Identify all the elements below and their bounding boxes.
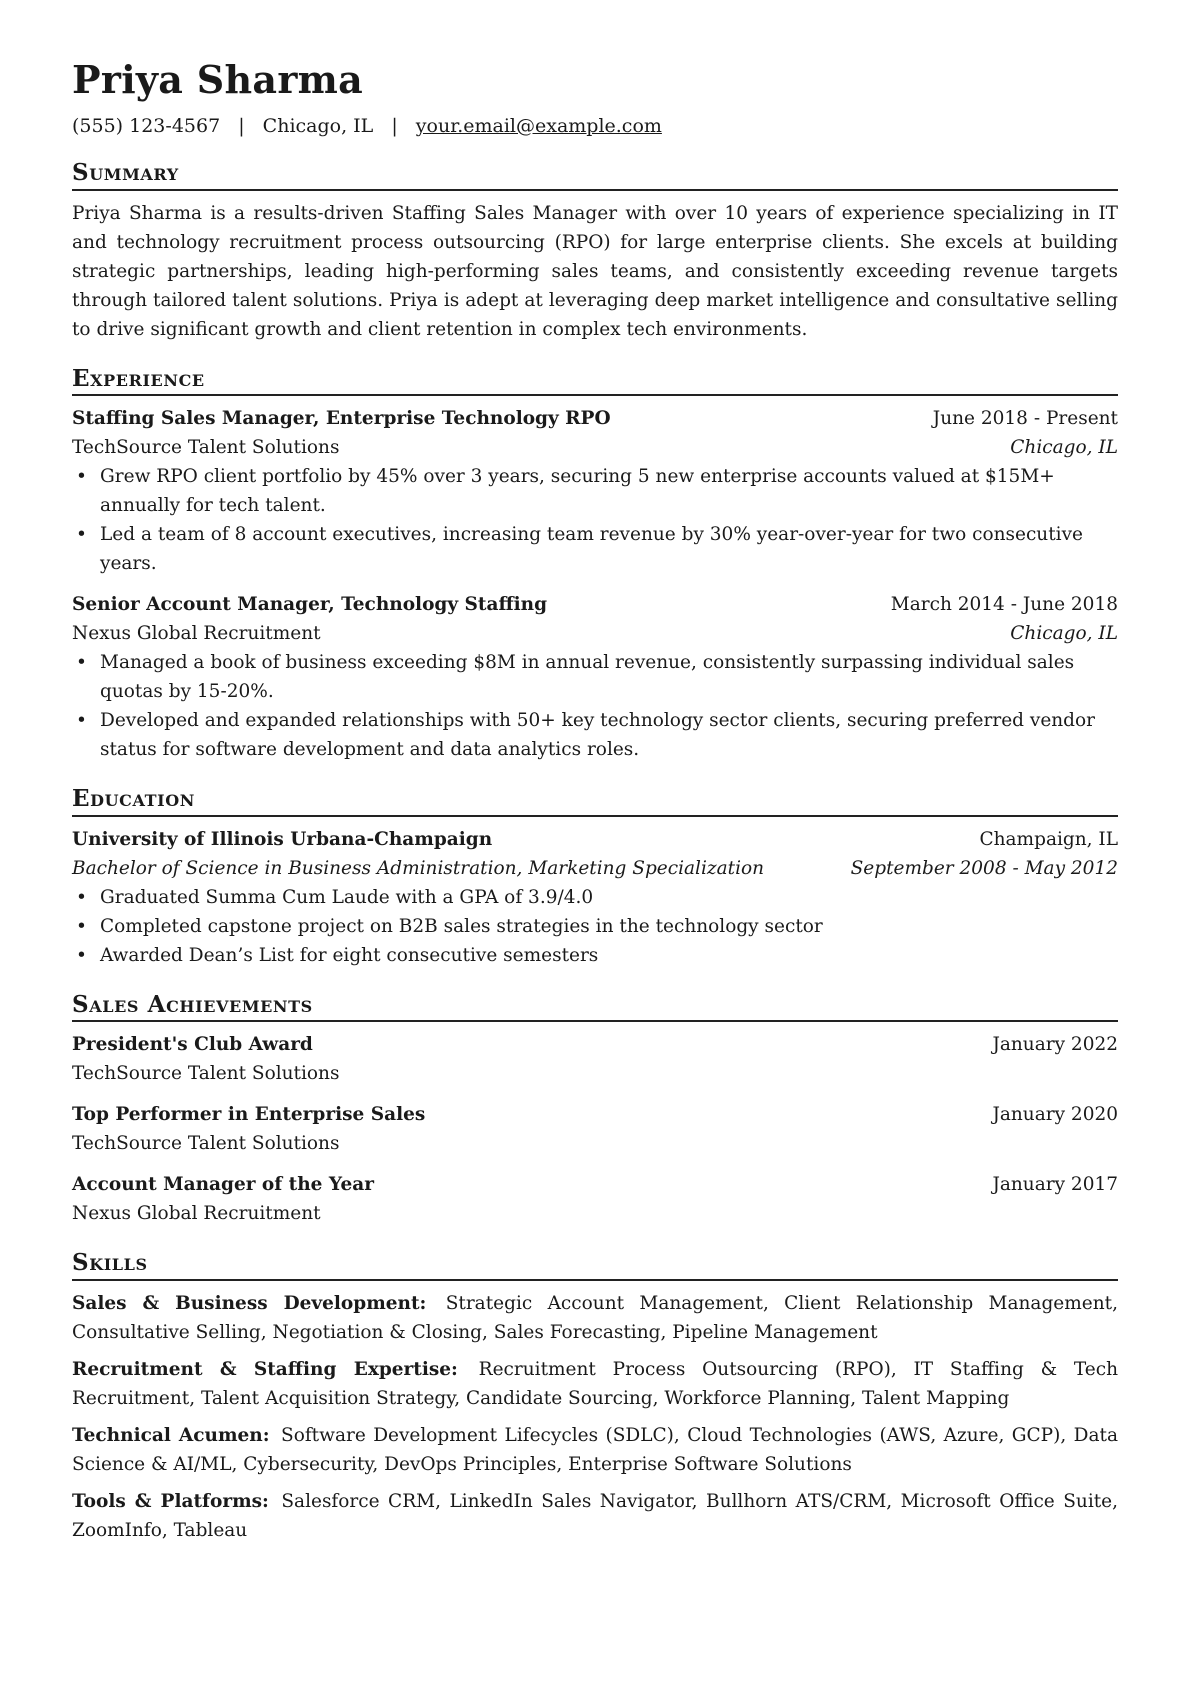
section-title-summary: Summary bbox=[72, 160, 1118, 190]
job-location: Chicago, IL bbox=[1010, 437, 1118, 459]
skill-label: Sales & Business Development: bbox=[72, 1292, 427, 1314]
skill-label: Technical Acumen: bbox=[72, 1424, 270, 1446]
education-bullets bbox=[72, 883, 1118, 970]
job-bullets bbox=[72, 648, 1118, 764]
email-link[interactable]: your.email@example.com bbox=[415, 114, 662, 137]
job-role: Senior Account Manager, Technology Staffing bbox=[72, 594, 548, 616]
skill-text: Software Development Lifecycles (SDLC), Cloud Technologies (AWS, Azure, GCP), Data Science & AI/ML, Cybersecurity, DevOps Principles, Enterprise Software Solutions bbox=[72, 1424, 1118, 1475]
bullet-item: • Awarded Dean’s List for eight consecutive semesters bbox=[100, 941, 1118, 970]
job-dates: June 2018 - Present bbox=[932, 408, 1118, 430]
job-dates: March 2014 - June 2018 bbox=[890, 594, 1118, 616]
contact-line bbox=[72, 114, 1118, 139]
school-location: Champaign, IL bbox=[979, 828, 1118, 850]
skill-text: Strategic Account Management, Client Relationship Management, Consultative Selling, Negotiation & Closing, Sales Forecasting, Pipeline Management bbox=[72, 1292, 1118, 1343]
contact-separator: | bbox=[238, 114, 245, 137]
award-org: TechSource Talent Solutions bbox=[72, 1133, 340, 1155]
award-date: January 2020 bbox=[992, 1104, 1118, 1126]
skill-text: Salesforce CRM, LinkedIn Sales Navigator, Bullhorn ATS/CRM, Microsoft Office Suite, ZoomInfo, Tableau bbox=[72, 1490, 1118, 1541]
skill-label: Tools & Platforms: bbox=[72, 1490, 269, 1512]
contact-separator: | bbox=[391, 114, 398, 137]
skill-group bbox=[72, 1421, 1118, 1479]
bullet-item: • Led a team of 8 account executives, increasing team revenue by 30% year-over-year for two consecutive years. bbox=[100, 520, 1118, 578]
education-entry bbox=[72, 825, 1118, 970]
award-date: January 2017 bbox=[992, 1174, 1118, 1196]
location: Chicago, IL bbox=[262, 114, 374, 137]
award-org: Nexus Global Recruitment bbox=[72, 1203, 321, 1225]
bullet-item: • Grew RPO client portfolio by 45% over 3 years, securing 5 new enterprise accounts valued at $15M+ annually for tech talent. bbox=[100, 462, 1118, 520]
award-name: Top Performer in Enterprise Sales bbox=[72, 1104, 426, 1126]
experience-entry bbox=[72, 590, 1118, 764]
section-title-education: Education bbox=[72, 786, 1118, 816]
bullet-item: • Completed capstone project on B2B sales strategies in the technology sector bbox=[100, 912, 1118, 941]
section-title-experience: Experience bbox=[72, 366, 1118, 396]
bullet-item: • Graduated Summa Cum Laude with a GPA of 3.9/4.0 bbox=[100, 883, 1118, 912]
degree: Bachelor of Science in Business Administration, Marketing Specialization bbox=[72, 857, 765, 879]
section-title-skills: Skills bbox=[72, 1250, 1118, 1280]
candidate-name: Priya Sharma bbox=[72, 57, 364, 102]
skill-text: Recruitment Process Outsourcing (RPO), IT Staffing & Tech Recruitment, Talent Acquisition Strategy, Candidate Sourcing, Workforce Planning, Talent Mapping bbox=[72, 1358, 1118, 1409]
achievement-entry bbox=[72, 1170, 1118, 1228]
summary-text: Priya Sharma is a results-driven Staffing Sales Manager with over 10 years of experience specializing in IT and technology recruitment process outsourcing (RPO) for large enterprise clients. She excels at building strategic partnerships, leading high-performing sales teams, and consistently exceeding revenue targets through tailored talent solutions. Priya is adept at leveraging deep market intelligence and consultative selling to drive significant growth and client retention in complex tech environments. bbox=[72, 202, 1118, 340]
school-name: University of Illinois Urbana-Champaign bbox=[72, 828, 493, 850]
job-location: Chicago, IL bbox=[1010, 623, 1118, 645]
phone-number: (555) 123-4567 bbox=[72, 114, 221, 137]
skill-group bbox=[72, 1487, 1118, 1545]
achievement-entry bbox=[72, 1100, 1118, 1158]
skill-group bbox=[72, 1289, 1118, 1347]
job-bullets bbox=[72, 462, 1118, 578]
job-role: Staffing Sales Manager, Enterprise Technology RPO bbox=[72, 408, 611, 430]
job-company: TechSource Talent Solutions bbox=[72, 437, 340, 459]
section-title-achievements: Sales Achievements bbox=[72, 992, 1118, 1022]
award-name: President's Club Award bbox=[72, 1034, 313, 1056]
skill-label: Recruitment & Staffing Expertise: bbox=[72, 1358, 458, 1380]
bullet-item: • Managed a book of business exceeding $8M in annual revenue, consistently surpassing individual sales quotas by 15-20%. bbox=[100, 648, 1118, 706]
education-dates: September 2008 - May 2012 bbox=[850, 857, 1118, 879]
award-date: January 2022 bbox=[992, 1034, 1118, 1056]
award-name: Account Manager of the Year bbox=[72, 1174, 374, 1196]
achievement-entry bbox=[72, 1030, 1118, 1088]
skill-group bbox=[72, 1355, 1118, 1413]
bullet-item: • Developed and expanded relationships with 50+ key technology sector clients, securing preferred vendor status for software development and data analytics roles. bbox=[100, 706, 1118, 764]
award-org: TechSource Talent Solutions bbox=[72, 1063, 340, 1085]
job-company: Nexus Global Recruitment bbox=[72, 623, 321, 645]
experience-entry bbox=[72, 404, 1118, 578]
